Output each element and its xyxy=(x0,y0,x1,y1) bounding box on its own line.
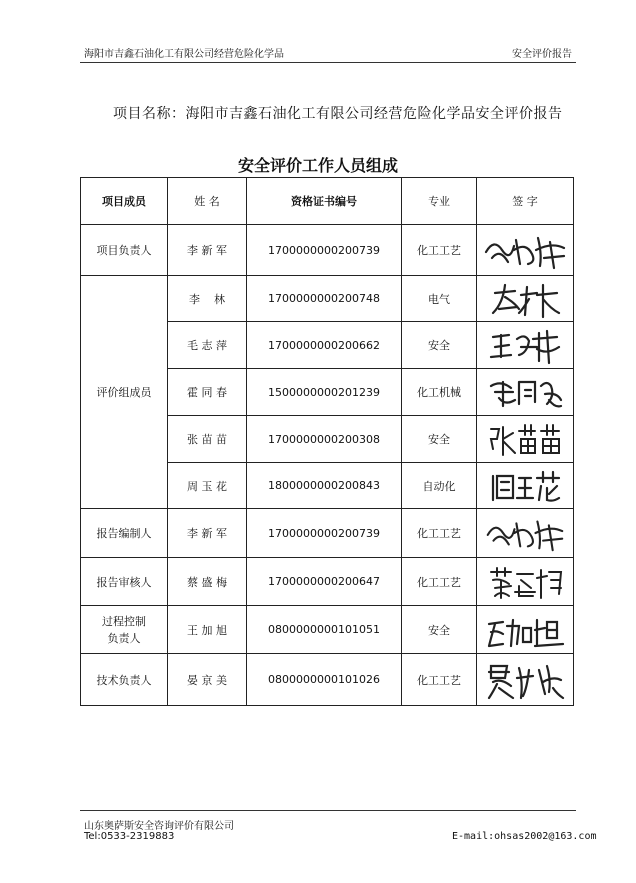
major-cell: 化工机械 xyxy=(402,369,477,416)
name-cell: 王 加 旭 xyxy=(168,606,247,654)
table-header-row xyxy=(81,178,574,225)
col-header-member: 项目成员 xyxy=(81,178,168,225)
signature-image xyxy=(485,562,565,602)
table-row xyxy=(81,276,574,322)
table-row xyxy=(81,654,574,706)
name-cell: 霍 同 春 xyxy=(168,369,247,416)
header-left: 海阳市吉鑫石油化工有限公司经营危险化学品 xyxy=(84,49,284,60)
cert-cell: 1700000000200662 xyxy=(247,322,402,369)
table-title: 安全评价工作人员组成 xyxy=(237,156,398,175)
cert-cell: 1500000000201239 xyxy=(247,369,402,416)
signature-image xyxy=(483,610,567,650)
signature-cell xyxy=(477,463,574,509)
cert-cell: 1700000000200748 xyxy=(247,276,402,322)
group-label: 评价组成员 xyxy=(81,276,168,509)
signature-cell xyxy=(477,509,574,558)
footer-email: E-mail:ohsas2002@163.com xyxy=(452,831,597,842)
signature-image xyxy=(480,512,570,554)
major-cell: 化工工艺 xyxy=(402,509,477,558)
major-cell: 安全 xyxy=(402,322,477,369)
signature-image xyxy=(485,325,565,365)
project-name-line: 项目名称：海阳市吉鑫石油化工有限公司经营危险化学品安全评价报告 xyxy=(113,106,563,122)
name-cell: 毛 志 萍 xyxy=(168,322,247,369)
signature-image xyxy=(480,228,570,272)
name-cell: 李 新 军 xyxy=(168,225,247,276)
col-header-name: 姓 名 xyxy=(168,178,247,225)
signature-image xyxy=(485,419,565,459)
signature-cell xyxy=(477,369,574,416)
major-cell: 安全 xyxy=(402,606,477,654)
signature-cell xyxy=(477,416,574,463)
cert-cell: 0800000000101026 xyxy=(247,654,402,706)
signature-cell xyxy=(477,225,574,276)
col-header-major: 专业 xyxy=(402,178,477,225)
group-label: 项目负责人 xyxy=(81,225,168,276)
cert-cell: 1700000000200739 xyxy=(247,225,402,276)
name-cell: 张 苗 苗 xyxy=(168,416,247,463)
name-cell: 李 新 军 xyxy=(168,509,247,558)
table-row xyxy=(81,225,574,276)
staff-table xyxy=(80,177,574,706)
signature-cell xyxy=(477,322,574,369)
signature-cell xyxy=(477,558,574,606)
name-cell: 晏 京 美 xyxy=(168,654,247,706)
group-label: 报告审核人 xyxy=(81,558,168,606)
name-cell: 蔡 盛 梅 xyxy=(168,558,247,606)
major-cell: 化工工艺 xyxy=(402,654,477,706)
major-cell: 化工工艺 xyxy=(402,225,477,276)
footer-tel: Tel:0533-2319883 xyxy=(84,831,175,842)
cert-cell: 1700000000200308 xyxy=(247,416,402,463)
table-row xyxy=(81,509,574,558)
major-cell: 自动化 xyxy=(402,463,477,509)
major-cell: 化工工艺 xyxy=(402,558,477,606)
major-cell: 安全 xyxy=(402,416,477,463)
signature-image xyxy=(485,466,565,506)
group-label: 过程控制 负责人 xyxy=(81,606,168,654)
group-label: 报告编制人 xyxy=(81,509,168,558)
signature-cell xyxy=(477,654,574,706)
header-right: 安全评价报告 xyxy=(512,49,572,60)
table-row xyxy=(81,606,574,654)
signature-image xyxy=(483,658,567,702)
signature-cell xyxy=(477,606,574,654)
name-cell: 李 林 xyxy=(168,276,247,322)
footer-divider xyxy=(80,810,576,811)
group-label: 技术负责人 xyxy=(81,654,168,706)
footer-company: 山东奥萨斯安全咨询评价有限公司 xyxy=(84,821,234,832)
cert-cell: 0800000000101051 xyxy=(247,606,402,654)
col-header-signature: 签 字 xyxy=(477,178,574,225)
signature-cell xyxy=(477,276,574,322)
name-cell: 周 玉 花 xyxy=(168,463,247,509)
table-row xyxy=(81,558,574,606)
col-header-cert: 资格证书编号 xyxy=(247,178,402,225)
cert-cell: 1700000000200647 xyxy=(247,558,402,606)
signature-image xyxy=(485,372,565,412)
cert-cell: 1700000000200739 xyxy=(247,509,402,558)
signature-image xyxy=(485,279,565,319)
cert-cell: 1800000000200843 xyxy=(247,463,402,509)
major-cell: 电气 xyxy=(402,276,477,322)
header-divider xyxy=(80,62,576,63)
